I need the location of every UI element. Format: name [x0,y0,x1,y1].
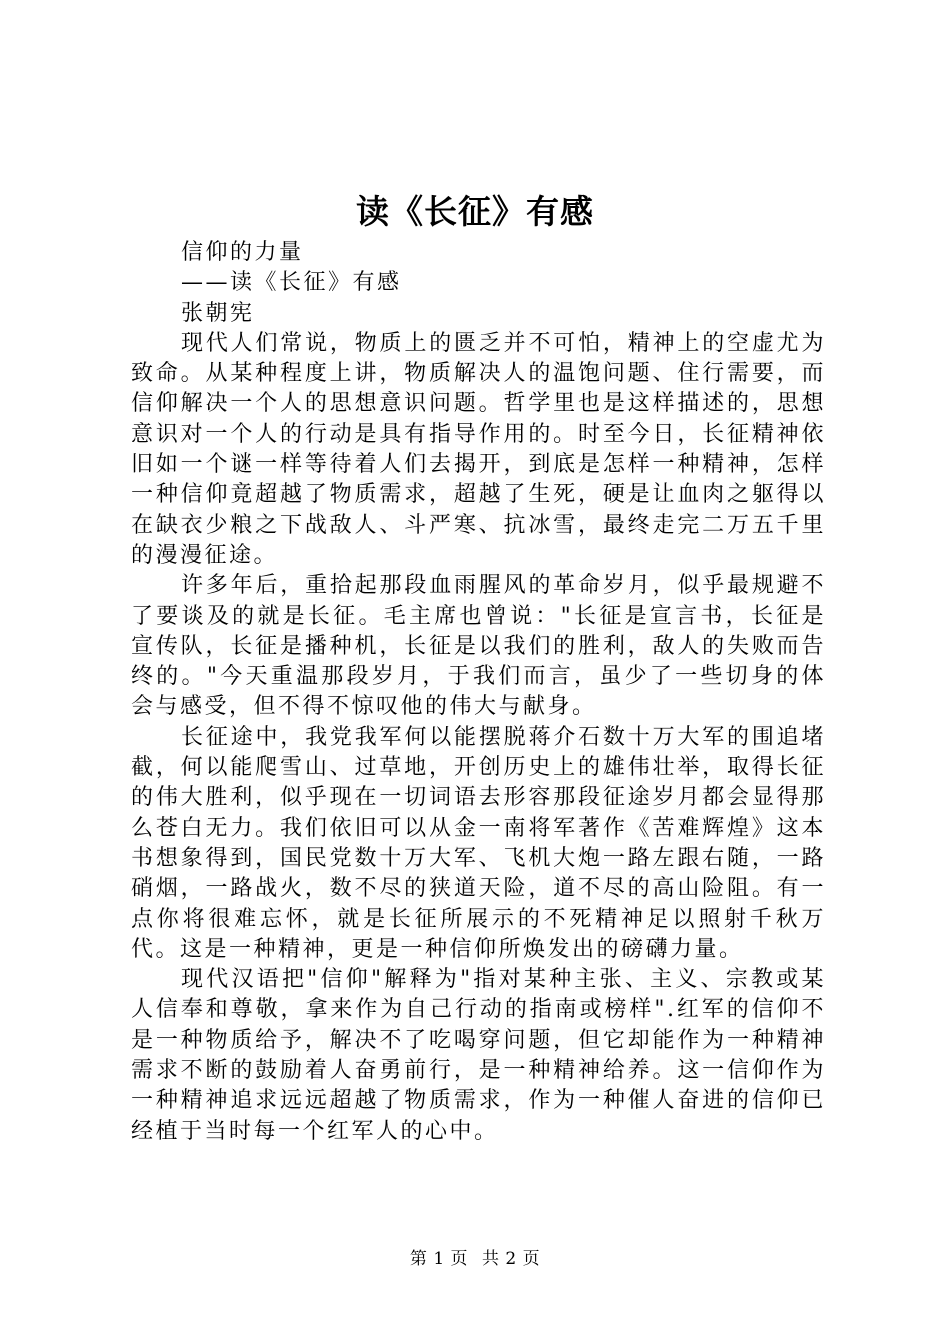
paragraph-1: 现代人们常说，物质上的匮乏并不可怕，精神上的空虚尤为致命。从某种程度上讲，物质解决人的温饱问题、住行需要，而信仰解决一个人的思想意识问题。哲学里也是这样描述的，思想意识对一个人的行动是具有指导作用的。时至今日，长征精神依旧如一个谜一样等待着人们去揭开，到底是怎样一种精神，怎样一种信仰竟超越了物质需求，超越了生死，硬是让血肉之躯得以在缺衣少粮之下战敌人、斗严寒、抗冰雪，最终走完二万五千里的漫漫征途。 [131,330,826,568]
paragraph-2: 许多年后，重拾起那段血雨腥风的革命岁月，似乎最规避不了要谈及的就是长征。毛主席也曾说："长征是宣言书，长征是宣传队，长征是播种机，长征是以我们的胜利，敌人的失败而告终的。"今天重温那段岁月，于我们而言，虽少了一些切身的体会与感受，但不得不惊叹他的伟大与献身。 [131,573,826,720]
paragraph-4: 现代汉语把"信仰"解释为"指对某种主张、主义、宗教或某人信奉和尊敬，拿来作为自己行动的指南或榜样".红军的信仰不是一种物质给予，解决不了吃喝穿问题，但它却能作为一种精神需求不断的鼓励着人奋勇前行，是一种精神给养。这一信仰作为一种精神追求远远超越了物质需求，作为一种催人奋进的信仰已经植于当时每一个红军人的心中。 [131,967,826,1144]
essay-subtitle: ——读《长征》有感 [181,270,402,296]
page-footer [0,1244,950,1269]
page-number: 第 1 页 [409,1249,469,1269]
page-total: 共 2 页 [481,1249,541,1269]
document-body [131,238,826,1147]
essay-title: 信仰的力量 [181,240,304,265]
document-title: 读《长征》有感 [356,192,594,231]
essay-author: 张朝宪 [181,300,255,326]
paragraph-3: 长征途中，我党我军何以能摆脱蒋介石数十万大军的围追堵截，何以能爬雪山、过草地，开创历史上的雄伟壮举，取得长征的伟大胜利，似乎现在一切词语去形容那段征途岁月都会显得那么苍白无力。我们依旧可以从金一南将军著作《苦难辉煌》这本书想象得到，国民党数十万大军、飞机大炮一路左跟右随，一路硝烟，一路战火，数不尽的狭道天险，道不尽的高山险阻。有一点你将很难忘怀，就是长征所展示的不死精神足以照射千秋万代。这是一种精神，更是一种信仰所焕发出的磅礴力量。 [131,724,826,962]
